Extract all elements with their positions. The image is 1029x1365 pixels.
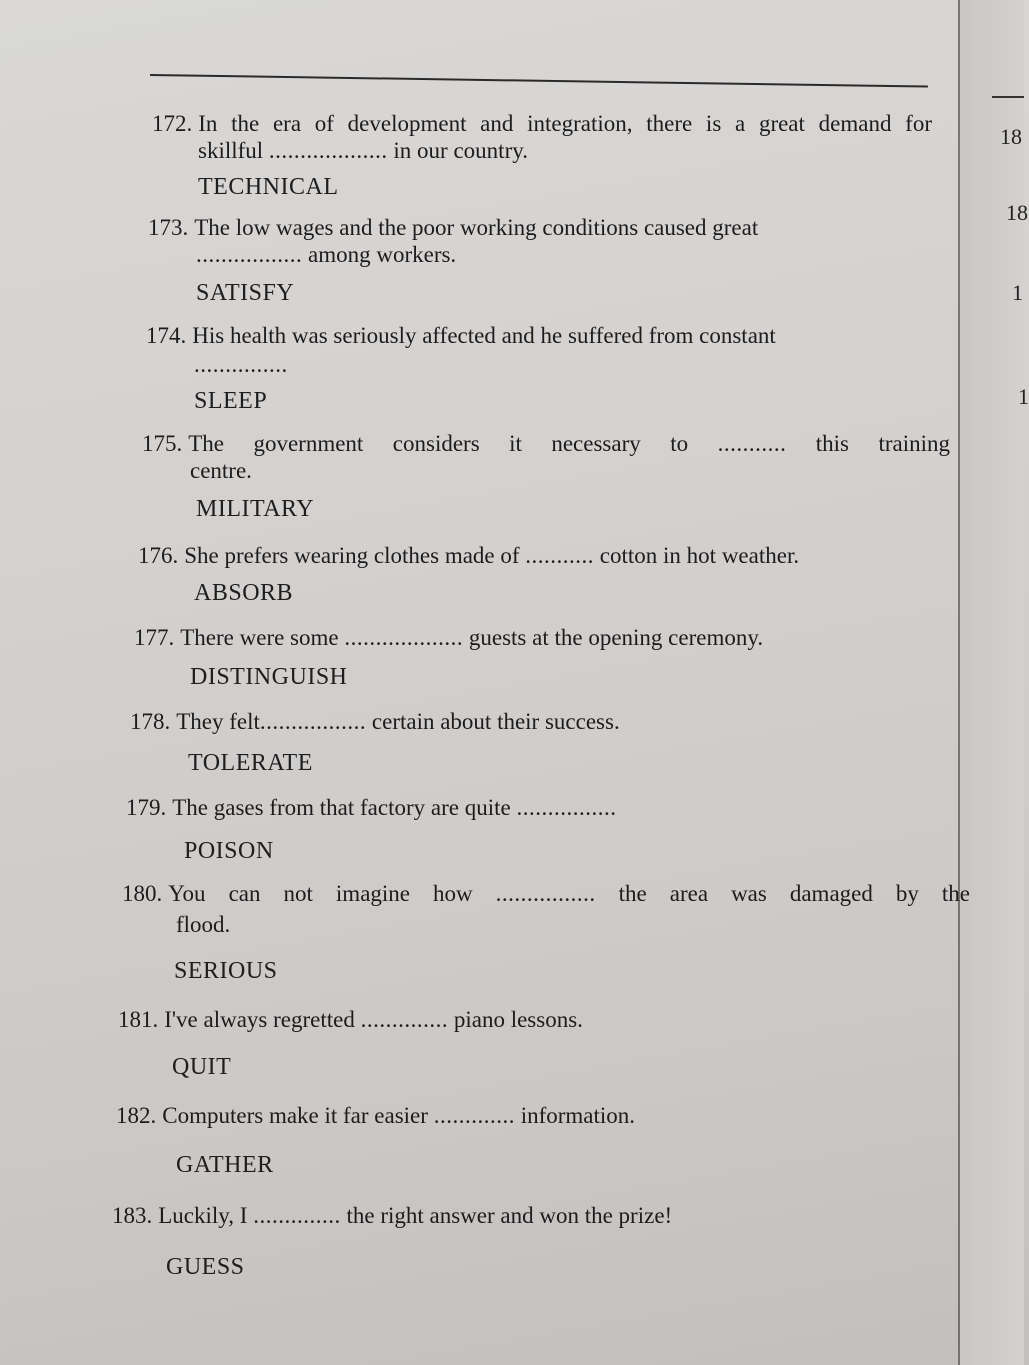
- answer-blank[interactable]: ..............: [360, 1007, 449, 1032]
- answer-blank[interactable]: ...............: [194, 352, 288, 377]
- question-line: [146, 322, 866, 349]
- question-number: 182.: [116, 1103, 157, 1128]
- question-text: There were some: [180, 625, 339, 650]
- question-number: 177.: [134, 625, 175, 650]
- answer-blank[interactable]: ...........: [717, 431, 787, 456]
- question-text: The gases from that factory are quite: [172, 795, 511, 820]
- answer-blank[interactable]: .................: [196, 242, 303, 267]
- question-text: in our country.: [393, 138, 528, 163]
- word-cue: POISON: [184, 838, 274, 864]
- word-cue: SERIOUS: [174, 958, 278, 984]
- question-text: Luckily, I: [158, 1203, 248, 1228]
- answer-blank[interactable]: ...................: [268, 138, 388, 163]
- question-text: the area was damaged by the: [618, 881, 970, 906]
- answer-blank[interactable]: ...................: [344, 625, 464, 650]
- adjacent-number: 1: [1012, 280, 1023, 305]
- answer-blank[interactable]: ..............: [253, 1203, 341, 1228]
- question-line: [142, 430, 950, 457]
- question-text: this training: [815, 431, 951, 456]
- question-text: information.: [520, 1103, 636, 1128]
- answer-blank[interactable]: ................: [516, 795, 617, 820]
- question-number: 173.: [148, 215, 189, 240]
- question-text: I've always regretted: [164, 1007, 355, 1032]
- word-cue: MILITARY: [196, 496, 315, 522]
- question-text: Computers make it far easier: [162, 1103, 428, 1128]
- question-176: [138, 542, 799, 569]
- word-cue: TOLERATE: [188, 750, 313, 776]
- question-180: [122, 880, 970, 938]
- question-173: [148, 214, 838, 268]
- question-text: His health was seriously affected and he suffered from constant: [192, 323, 776, 348]
- question-line: [122, 880, 970, 907]
- question-line: [138, 542, 799, 569]
- question-text: guests at the opening ceremony.: [468, 625, 764, 650]
- question-183: [112, 1202, 672, 1229]
- question-text: centre.: [190, 458, 252, 483]
- question-number: 183.: [112, 1203, 153, 1228]
- question-text: The government considers it necessary to: [188, 431, 689, 456]
- adjacent-page-rule: [992, 96, 1024, 98]
- question-line: [142, 457, 950, 484]
- question-line: [126, 794, 616, 821]
- question-line: [116, 1102, 635, 1129]
- question-line: [148, 214, 838, 241]
- word-cue: DISTINGUISH: [190, 664, 348, 690]
- word-cue: SATISFY: [196, 280, 295, 306]
- question-text: The low wages and the poor working conditions caused great: [194, 215, 759, 240]
- question-179: [126, 794, 616, 821]
- question-172: [152, 110, 932, 164]
- question-text: cotton in hot weather.: [599, 543, 800, 568]
- question-text: She prefers wearing clothes made of: [184, 543, 520, 568]
- question-182: [116, 1102, 635, 1129]
- answer-blank[interactable]: ...........: [525, 543, 595, 568]
- question-line: [118, 1006, 583, 1033]
- word-cue: GATHER: [176, 1152, 274, 1178]
- question-number: 172.: [152, 111, 193, 136]
- question-number: 178.: [130, 709, 171, 734]
- question-text: piano lessons.: [453, 1007, 583, 1032]
- question-174: [146, 322, 866, 378]
- question-text: certain about their success.: [371, 709, 620, 734]
- question-line: [152, 137, 932, 164]
- word-cue: TECHNICAL: [198, 174, 339, 200]
- question-text: the right answer and won the prize!: [346, 1203, 673, 1228]
- question-number: 174.: [146, 323, 187, 348]
- question-number: 175.: [142, 431, 183, 456]
- word-cue: SLEEP: [194, 388, 268, 414]
- question-175: [142, 430, 950, 484]
- question-number: 176.: [138, 543, 179, 568]
- answer-blank[interactable]: ................: [495, 881, 596, 906]
- question-line: [148, 241, 838, 268]
- question-178: [130, 708, 620, 735]
- question-177: [134, 624, 763, 651]
- word-cue: GUESS: [166, 1254, 245, 1280]
- adjacent-number: 1: [1018, 384, 1029, 409]
- question-number: 181.: [118, 1007, 159, 1032]
- page-edge-line: [958, 0, 960, 1365]
- adjacent-number: 18: [1000, 124, 1022, 149]
- question-line: [112, 1202, 672, 1229]
- question-text: flood.: [176, 912, 231, 937]
- question-text: skillful: [198, 138, 264, 163]
- question-number: 179.: [126, 795, 167, 820]
- question-line: [146, 351, 866, 378]
- answer-blank[interactable]: .............: [433, 1103, 515, 1128]
- adjacent-number: 18: [1006, 200, 1028, 225]
- answer-blank[interactable]: .................: [259, 709, 367, 734]
- question-text: among workers.: [308, 242, 457, 267]
- question-number: 180.: [122, 881, 163, 906]
- question-line: [130, 708, 620, 735]
- question-text: They felt: [176, 709, 260, 734]
- question-text: In the era of development and integration, there is a great demand for: [198, 111, 932, 136]
- question-181: [118, 1006, 583, 1033]
- word-cue: QUIT: [172, 1054, 232, 1080]
- header-rule: [150, 74, 928, 88]
- question-text: You can not imagine how: [168, 881, 473, 906]
- question-line: [134, 624, 763, 651]
- question-line: [122, 911, 970, 938]
- word-cue: ABSORB: [194, 580, 294, 606]
- question-line: [152, 110, 932, 137]
